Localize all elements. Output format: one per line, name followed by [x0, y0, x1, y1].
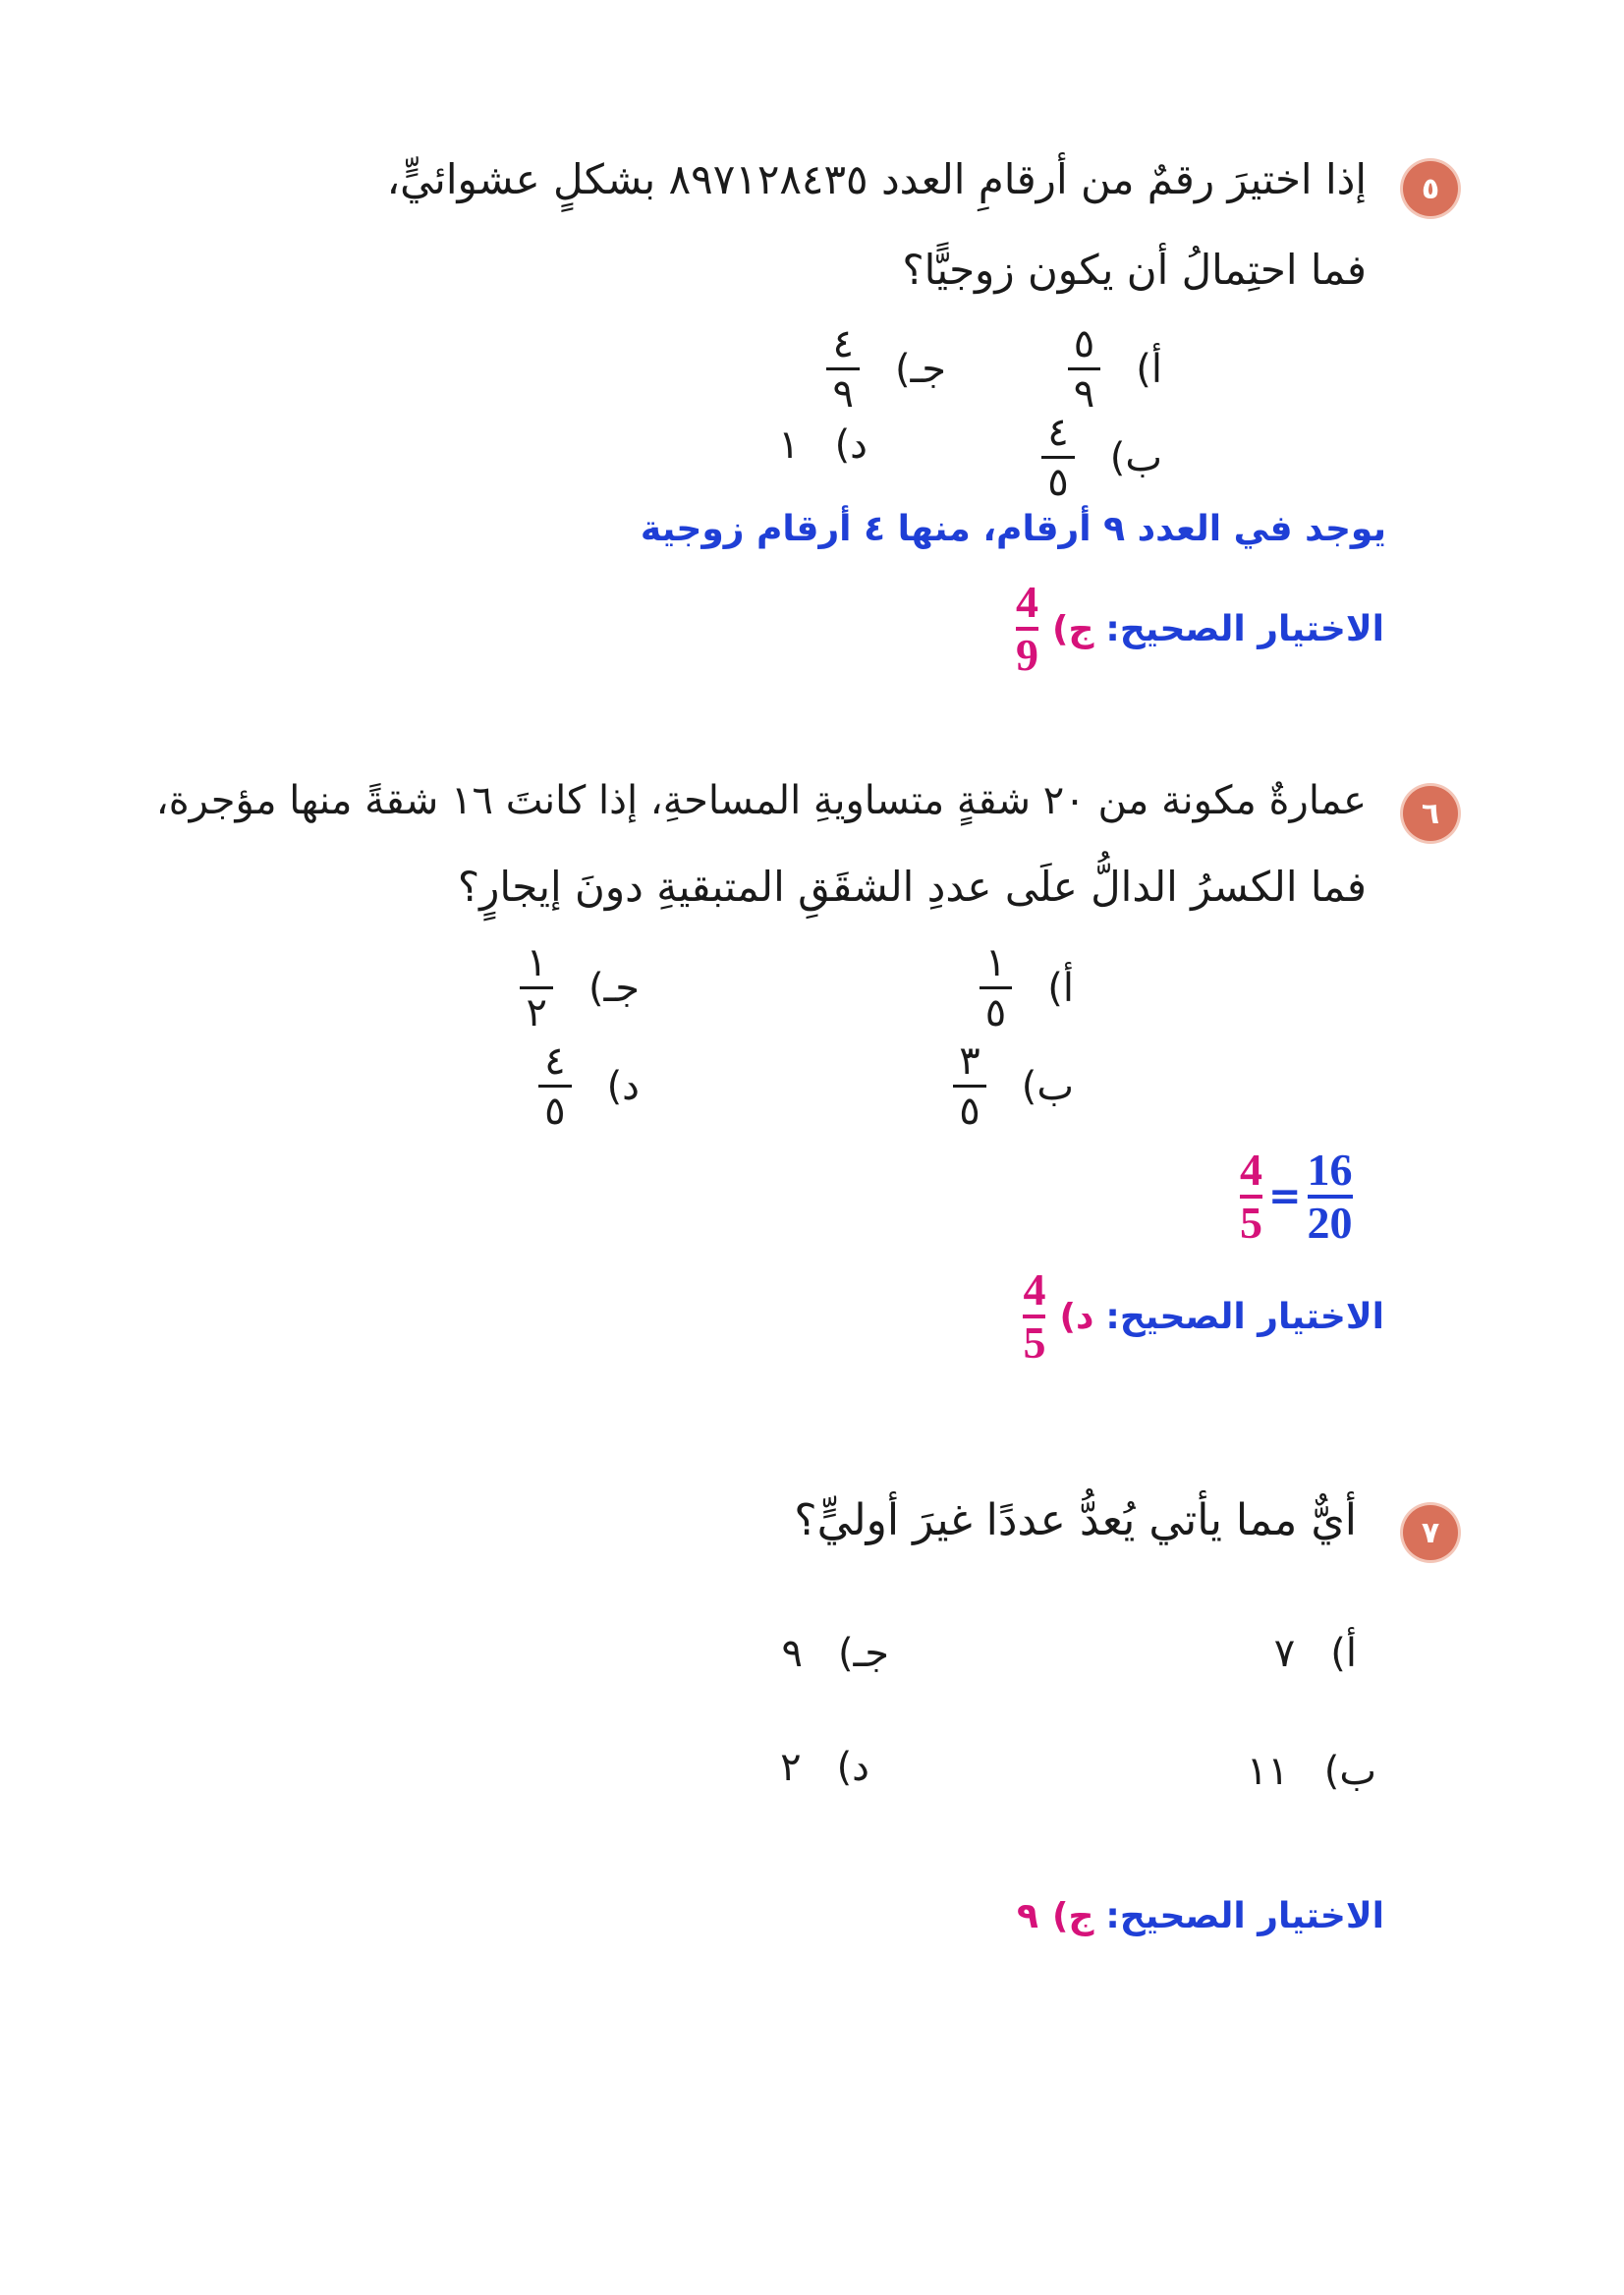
option-d[interactable]: د) ٢	[780, 1745, 869, 1790]
question-number-badge: ٥	[1403, 161, 1458, 216]
option-c[interactable]: جـ) $\frac{١}{٢}$	[520, 943, 640, 1033]
question-number-badge: ٦	[1403, 786, 1458, 841]
option-d[interactable]: د) $\frac{٤}{٥}$	[538, 1041, 640, 1131]
option-b[interactable]: ب) $\frac{٤}{٥}$	[1041, 413, 1162, 502]
fraction: $\frac{٤}{٩}$	[826, 324, 859, 414]
fraction: $\frac{٤}{٥}$	[538, 1041, 571, 1131]
solution-explanation: يوجد في العدد ٩ أرقام، منها ٤ أرقام زوجية	[640, 509, 1386, 549]
fraction: $\frac{١}{٥}$	[980, 943, 1012, 1033]
option-a[interactable]: أ) $\frac{٥}{٩}$	[1068, 324, 1162, 414]
question-number-badge: ٧	[1403, 1505, 1458, 1560]
option-a[interactable]: أ) $\frac{١}{٥}$	[980, 943, 1074, 1033]
fraction: $\frac{٤}{٥}$	[1041, 413, 1074, 502]
option-a[interactable]: أ) ٧	[1273, 1631, 1357, 1676]
correct-answer: الاختيار الصحيح: ج) 4 9	[1016, 577, 1384, 680]
option-b[interactable]: ب) ١١	[1246, 1749, 1376, 1794]
fraction-simplification: 4 5 = 16 20	[1240, 1145, 1353, 1248]
correct-answer: الاختيار الصحيح: ج) ٩	[1017, 1896, 1384, 1936]
option-d[interactable]: د) ١	[778, 422, 868, 468]
correct-answer: الاختيار الصحيح: د) 4 5	[1023, 1264, 1384, 1368]
fraction: $\frac{٥}{٩}$	[1068, 324, 1100, 414]
question-text: عمارةٌ مكونة من ٢٠ شقةٍ متساويةِ المساحةِ، إذا كانتَ ١٦ شقةً منها مؤجرة،	[155, 778, 1367, 823]
fraction: $\frac{٣}{٥}$	[953, 1041, 985, 1131]
question-text: أيٌّ مما يأتي يُعدُّ عددًا غيرَ أوليٍّ؟	[794, 1495, 1357, 1545]
question-text: فما احتِمالُ أن يكون زوجيًّا؟	[902, 246, 1367, 294]
option-c[interactable]: جـ) $\frac{٤}{٩}$	[826, 324, 946, 414]
option-c[interactable]: جـ) ٩	[781, 1631, 889, 1676]
option-b[interactable]: ب) $\frac{٣}{٥}$	[953, 1041, 1074, 1131]
question-text: إذا اختيرَ رقمٌ من أرقامِ العدد ٨٩٧١٢٨٤٣٥ بشكلٍ عشوائيٍّ،	[386, 155, 1367, 203]
fraction: $\frac{١}{٢}$	[520, 943, 552, 1033]
question-text: فما الكسرُ الدالُّ علَى عددِ الشقَقِ المتبقيةِ دونَ إيجارٍ؟	[457, 863, 1367, 911]
